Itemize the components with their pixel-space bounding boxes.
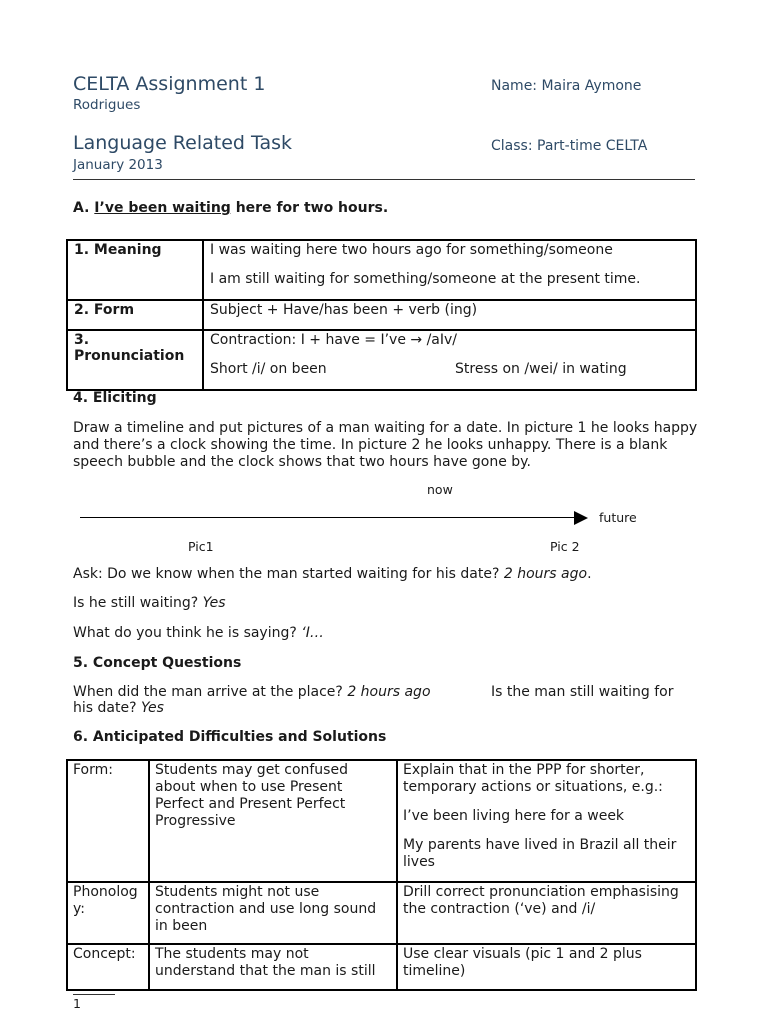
solution-line: Explain that in the PPP for shorter, temporary actions or situations, e.g.: [403,762,663,795]
table-row [67,240,696,300]
timeline-now-label: now [427,482,453,497]
difficulty-area: Phonolog y: [67,882,149,944]
pronunciation-cell [203,330,696,390]
difficulty-solution: Drill correct pronunciation emphasising the contraction (‘ve) and /i/ [397,882,696,944]
still-waiting-question [73,595,226,612]
pronunciation-notes [210,361,689,378]
ask-answer: 2 hours ago [503,566,588,582]
eliciting-paragraph: Draw a timeline and put pictures of a man waiting for a date. In picture 1 he looks happy and there’s a clock showing the time. In picture 2 he looks unhappy. There is a blank speech bubble and the clock shows that two hours have gone by. [73,420,698,470]
header-divider [73,179,695,180]
solution-example: I’ve been living here for a week [403,808,625,824]
timeline-line [80,517,578,518]
arrow-right-icon: → [410,332,423,348]
stress-note: Stress on /wei/ in wating [455,361,627,377]
task-title: Language Related Task [73,132,293,154]
analysis-table [66,239,697,391]
document-date: January 2013 [73,157,163,173]
difficulty-problem: Students may get confused about when to use Present Perfect and Present Perfect Progressive [149,760,397,882]
table-row [67,882,696,944]
author-surname: Rodrigues [73,97,141,113]
author-name: Name: Maira Aymone [491,78,642,94]
still-waiting-answer: Yes [202,595,226,611]
pronunciation-label-text: Pronunciation [74,348,185,364]
timeline-pic1-label: Pic1 [188,539,214,554]
timeline-future-label: future [599,510,637,525]
table-row [67,300,696,330]
concept-question-2-cont [73,700,164,717]
eliciting-heading: 4. Eliciting [73,390,157,406]
meaning-line-2: I am still waiting for something/someone at the present time. [210,271,641,287]
table-row [67,944,696,990]
section-a-rest: here for two hours. [230,200,389,216]
meaning-cell [203,240,696,300]
ask-question-end: . [587,566,592,582]
still-waiting-text: Is he still waiting? [73,595,203,611]
concept-q1-text: When did the man arrive at the place? [73,684,348,700]
contraction-text: Contraction: I + have = I’ve [210,332,411,348]
difficulties-heading: 6. Anticipated Difficulties and Solutions [73,729,387,745]
think-answer: ‘I… [301,625,324,641]
timeline-pic2-label: Pic 2 [550,539,580,554]
think-question [73,625,324,642]
difficulty-problem: The students may not understand that the man is still [149,944,397,990]
page-number: 1 [73,996,81,1011]
document-title: CELTA Assignment 1 [73,73,266,95]
table-row [67,760,696,882]
form-label: 2. Form [67,300,203,330]
meaning-line-1: I was waiting here two hours ago for something/someone [210,242,613,258]
table-row [67,330,696,390]
section-a-prefix: A. [73,200,95,216]
target-structure: I’ve been waiting [94,200,231,216]
ask-question [73,566,592,583]
difficulty-solution: Use clear visuals (pic 1 and 2 plus timeline) [397,944,696,990]
concept-heading: 5. Concept Questions [73,655,242,671]
think-question-text: What do you think he is saying? [73,625,302,641]
difficulty-problem: Students might not use contraction and use long sound in been [149,882,397,944]
contraction-line [210,332,689,349]
target-sentence [73,200,388,216]
concept-a2: Yes [140,700,164,716]
concept-question-1 [73,684,431,701]
concept-q2-cont-text: his date? [73,700,141,716]
pronunciation-label-number: 3. [74,332,90,348]
short-vowel-note: Short /i/ on been [210,361,327,377]
concept-question-2: Is the man still waiting for [491,684,674,700]
meaning-label: 1. Meaning [67,240,203,300]
concept-a1: 2 hours ago [347,684,431,700]
difficulty-area: Concept: [67,944,149,990]
ask-question-text: Ask: Do we know when the man started waiting for his date? [73,566,504,582]
contraction-ipa: /aIv/ [422,332,458,348]
difficulties-table [66,759,697,991]
solution-example: My parents have lived in Brazil all their lives [403,837,677,870]
form-value: Subject + Have/has been + verb (ing) [203,300,696,330]
timeline-arrow-icon [574,511,588,525]
pronunciation-label [67,330,203,390]
footer-divider [73,994,115,995]
difficulty-area: Form: [67,760,149,882]
difficulty-solution [397,760,696,882]
class-info: Class: Part-time CELTA [491,138,648,154]
